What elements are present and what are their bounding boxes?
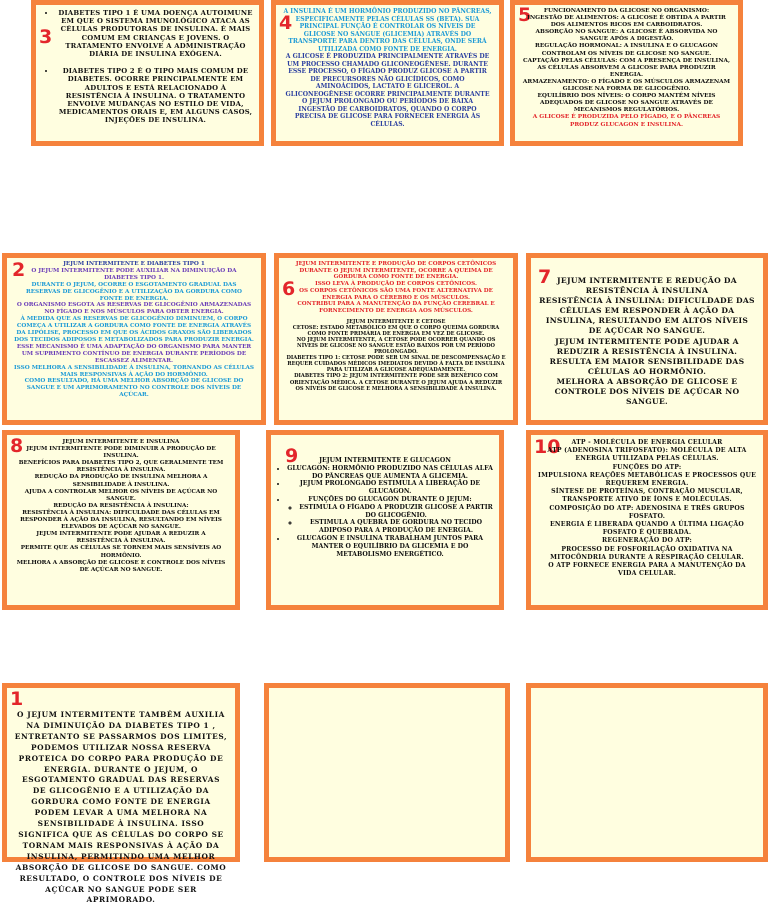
card-9	[266, 430, 504, 610]
card-number: 8	[10, 435, 24, 457]
paragraph: NO JEJUM INTERMITENTE, A CETOSE PODE OCORRER QUANDO OS NÍVEIS DE GLICOSE NO SANGUE ESTÃO BAIXOS POR UM PERÍODO PROLONGADO.	[296, 336, 496, 356]
card-body	[277, 457, 493, 558]
card-empty-1	[264, 683, 510, 862]
list-subitem: ◦ ESTIMULA O FÍGADO A PRODUZIR GLICOSE A PARTIR DO GLICOGÊNIO.	[299, 504, 493, 520]
paragraph: INGESTÃO DE ALIMENTOS: A GLICOSE É OBTIDA A PARTIR DOS ALIMENTOS RICOS EM CARBOIDRATOS.	[527, 15, 726, 29]
paragraph: ENERGIA É LIBERADA QUANDO A ÚLTIMA LIGAÇÃO FOSFATO É QUEBRADA.	[550, 521, 744, 537]
paragraph: CETOSE: ESTADO METABÓLICO EM QUE O CORPO QUEIMA GORDURA COMO FONTE PRIMÁRIA DE ENERGIA EM VEZ DE GLICOSE.	[292, 324, 500, 337]
paragraph: PERMITE QUE AS CÉLULAS SE TORNEM MAIS SENSÍVEIS AO HORMÔNIO.	[20, 545, 222, 559]
paragraph: FUNÇÕES DO ATP:	[612, 463, 682, 471]
card-4	[271, 0, 504, 146]
paragraph: EQUILÍBRIO DOS NÍVEIS: O CORPO MANTÉM NÍVEIS ADEQUADOS DE GLICOSE NO SANGUE ATRAVÉS DE MECANISMOS REGULATÓRIOS.	[537, 93, 716, 114]
paragraph: COMO RESULTADO, HÁ UMA MELHOR ABSORÇÃO DE GLICOSE DO SANGUE E UM APRIMORAMENTO NO CONTROLE DOS NÍVEIS DE AÇÚCAR.	[24, 378, 244, 399]
card-number: 4	[279, 12, 293, 34]
list-item: • JEJUM PROLONGADO ESTIMULA A LIBERAÇÃO DE GLUCAGON.	[287, 480, 493, 496]
paragraph: ABSORÇÃO NO SANGUE: A GLICOSE É ABSORVIDA NO SANGUE APÓS A DIGESTÃO.	[535, 29, 718, 43]
card-5	[510, 0, 743, 146]
list-item: • GLUCAGON: HORMÔNIO PRODUZIDO NAS CÉLULAS ALFA DO PÂNCREAS QUE AUMENTA A GLICEMIA.	[287, 465, 493, 481]
paragraph: À MEDIDA QUE AS RESERVAS DE GLICOGÊNIO DIMINUEM, O CORPO COMEÇA A UTILIZAR A GORDURA COMO FONTE DE ENERGIA ATRAVÉS DA LIPÓLISE, PROCESSO EM QUE OS ÁCIDOS GRAXOS SÃO LIBERADOS DOS TECIDOS ADIPOSOS E METABOLIZADOS PARA PRODUZIR ENERGIA.	[14, 316, 254, 343]
paragraph: REGULAÇÃO HORMONAL: A INSULINA E O GLUCAGON CONTROLAM OS NÍVEIS DE GLICOSE NO SANGUE.	[535, 43, 718, 57]
paragraph: MELHORA A ABSORÇÃO DE GLICOSE E CONTROLE DOS NÍVEIS DE AÇÚCAR NO SANGUE.	[16, 559, 226, 573]
paragraph: RESISTÊNCIA À INSULINA: DIFICULDADE DAS CÉLULAS EM RESPONDER À AÇÃO DA INSULINA, RESULTANDO EM ALTOS NÍVEIS DE AÇÚCAR NO SANGUE.	[539, 296, 755, 336]
paragraph: ATP - MOLÉCULA DE ENERGIA CELULAR	[571, 439, 723, 446]
card-body	[14, 439, 228, 574]
card-number: 9	[285, 445, 299, 467]
card-2	[2, 253, 266, 425]
card-3	[31, 0, 264, 146]
paragraph: DURANTE O JEJUM, OCORRE O ESGOTAMENTO GRADUAL DAS RESERVAS DE GLICOGÊNIO E A UTILIZAÇÃO DA GORDURA COMO FONTE DE ENERGIA.	[26, 281, 242, 302]
paragraph: RESISTÊNCIA À INSULINA: DIFICULDADE DAS CÉLULAS EM RESPONDER À AÇÃO DA INSULINA, RESULTANDO EM NÍVEIS ELEVADOS DE AÇÚCAR NO SANGUE.	[20, 509, 222, 531]
list-item: • FUNÇÕES DO GLUCAGON DURANTE O JEJUM:	[287, 496, 493, 504]
card-body	[14, 261, 254, 399]
paragraph: REDUÇÃO DA PRODUÇÃO DE INSULINA MELHORA A SENSIBILIDADE À INSULINA.	[34, 474, 208, 488]
paragraph: ISSO MELHORA A SENSIBILIDADE À INSULINA, TORNANDO AS CÉLULAS MAIS RESPONSIVAS À AÇÃO DO HORMÔNIO.	[14, 364, 254, 378]
paragraph: RESULTA EM MAIOR SENSIBILIDADE DAS CÉLULAS AO HORMÔNIO.	[549, 356, 745, 376]
paragraph: A INSULINA É UM HORMÔNIO PRODUZIDO NO PÂNCREAS, ESPECIFICAMENTE PELAS CÉLULAS SS (BETA). SUA PRINCIPAL FUNÇÃO É CONTROLAR OS NÍVEIS DE GLICOSE NO SANGUE (GLICEMIA) ATRAVÉS DO TRANSPORTE PARA DENTRO DAS CÉLULAS, ONDE SERÁ UTILIZADA COMO FONTE DE ENERGIA.	[283, 8, 492, 53]
paragraph: JEJUM INTERMITENTE E INSULINA	[62, 439, 180, 445]
paragraph: JEJUM INTERMITENTE E REDUÇÃO DA RESISTÊNCIA À INSULINA	[556, 276, 738, 296]
paragraph: CONTRIBUI PARA A MANUTENÇÃO DA FUNÇÃO CEREBRAL E FORNECIMENTO DE ENERGIA AOS MÚSCULOS.	[297, 301, 495, 314]
card-6	[274, 253, 518, 425]
paragraph: SÍNTESE DE PROTEÍNAS, CONTRAÇÃO MUSCULAR, TRANSPORTE ATIVO DE ÍONS E MOLÉCULAS.	[551, 488, 743, 504]
card-number: 10	[534, 436, 561, 458]
card-body	[538, 439, 756, 578]
paragraph: ISSO LEVA À PRODUÇÃO DE CORPOS CETÔNICOS.	[315, 281, 477, 288]
card-number: 3	[39, 26, 53, 48]
list-subitem: ◦ ESTIMULA A QUEBRA DE GORDURA NO TECIDO ADIPOSO PARA A PRODUÇÃO DE ENERGIA.	[299, 519, 493, 535]
paragraph: COMPOSIÇÃO DO ATP: ADENOSINA E TRÊS GRUPOS FOSFATO.	[549, 504, 745, 520]
card-number: 7	[538, 266, 552, 288]
card-number: 5	[518, 4, 532, 26]
card-body	[46, 9, 255, 125]
paragraph: REDUÇÃO DA RESISTÊNCIA À INSULINA:	[53, 502, 189, 509]
paragraph: OS CORPOS CETÔNICOS SÃO UMA FONTE ALTERNATIVA DE ENERGIA PARA O CÉREBRO E OS MÚSCULOS.	[299, 287, 493, 301]
list-item: • GLUCAGON E INSULINA TRABALHAM JUNTOS PARA MANTER O EQUILÍBRIO DA GLICEMIA E DO METABOLISMO ENERGÉTICO.	[287, 535, 493, 558]
paragraph: DIABETES TIPO 2: JEJUM INTERMITENTE PODE SER BENÉFICO COM ORIENTAÇÃO MÉDICA. A CETOSE DURANTE O JEJUM AJUDA A REDUZIR OS NÍVEIS DE GLICOSE E MELHORA A SENSIBILIDADE À INSULINA.	[289, 373, 503, 392]
list-item: • DIABETES TIPO 2 É O TIPO MAIS COMUM DE DIABETES. OCORRE PRINCIPALMENTE EM ADULTOS E ESTÁ RELACIONADO À RESISTÊNCIA À INSULINA. O TRATAMENTO ENVOLVE MUDANÇAS NO ESTILO DE VIDA, MEDICAMENTOS ORAIS E, EM ALGUNS CASOS, INJEÇÕES DE INSULINA.	[56, 67, 255, 124]
card-10	[526, 430, 768, 610]
card-empty-2	[526, 683, 768, 862]
card-number: 1	[10, 688, 24, 710]
paragraph: DIABETES TIPO 1: CETOSE PODE SER UM SINAL DE DESCOMPENSAÇÃO E REQUER CUIDADOS MÉDICOS IMEDIATOS DEVIDO À FALTA DE INSULINA PARA UTILIZAR A GLICOSE ADEQUADAMENTE.	[286, 355, 506, 374]
card-body	[538, 276, 756, 407]
card-body	[522, 8, 731, 129]
paragraph: REGENERAÇÃO DO ATP:	[602, 537, 692, 545]
paragraph: O ORGANISMO ESGOTA AS RESERVAS DE GLICOGÊNIO ARMAZENADAS NO FÍGADO E NOS MÚSCULOS PARA OBTER ENERGIA.	[16, 302, 252, 316]
paragraph: A GLICOSE É PRODUZIDA PELO FÍGADO, E O PÂNCREAS PRODUZ GLUCAGON E INSULINA.	[532, 114, 721, 128]
paragraph: IMPULSIONA REAÇÕES METABÓLICAS E PROCESSOS QUE REQUEREM ENERGIA.	[538, 471, 756, 488]
card-number: 6	[282, 278, 296, 300]
paragraph: FUNCIONAMENTO DA GLICOSE NO ORGANISMO:	[543, 8, 710, 14]
paragraph: JEJUM INTERMITENTE PODE DIMINUIR A PRODUÇÃO DE INSULINA.	[26, 446, 216, 460]
paragraph: ARMAZENAMENTO: O FÍGADO E OS MÚSCULOS ARMAZENAM GLICOSE NA FORMA DE GLICOGÊNIO.	[522, 78, 731, 93]
paragraph: CAPTAÇÃO PELAS CÉLULAS: COM A PRESENÇA DE INSULINA, AS CÉLULAS ABSORVEM A GLICOSE PARA PRODUZIR ENERGIA.	[522, 57, 731, 78]
paragraph: AJUDA A CONTROLAR MELHOR OS NÍVEIS DE AÇÚCAR NO SANGUE.	[24, 488, 218, 502]
paragraph: JEJUM INTERMITENTE E CETOSE	[346, 318, 446, 325]
paragraph: JEJUM INTERMITENTE PODE AJUDAR A REDUZIR A RESISTÊNCIA À INSULINA.	[555, 336, 739, 356]
paragraph: ATP (ADENOSINA TRIFOSFATO): MOLÉCULA DE ALTA ENERGIA UTILIZADA PELAS CÉLULAS.	[547, 447, 747, 463]
paragraph: JEJUM INTERMITENTE E DIABETES TIPO 1	[63, 261, 205, 267]
paragraph: O ATP FORNECE ENERGIA PARA A MANUTENÇÃO DA VIDA CELULAR.	[548, 562, 746, 578]
paragraph: O JEJUM INTERMITENTE PODE AUXILIAR NA DIMINUIÇÃO DA DIABETES TIPO 1.	[31, 267, 237, 281]
card-8	[2, 430, 240, 610]
paragraph: ESSE MECANISMO É UMA ADAPTAÇÃO DO ORGANISMO PARA MANTER UM SUPRIMENTO CONTÍNUO DE ENERGIA DURANTE PERÍODOS DE ESCASSEZ ALIMENTAR.	[16, 343, 252, 364]
card-number: 2	[12, 259, 26, 281]
paragraph: O JEJUM INTERMITENTE TAMBÉM AUXILIA NA DIMINUIÇÃO DA DIABETES TIPO 1 , ENTRETANTO SE PASSARMOS DOS LIMITES, PODEMOS UTILIZAR NOSSA RESERVA PROTEICA DO CORPO PARA PRODUÇÃO DE ENERGIA. DURANTE O JEJUM, O ESGOTAMENTO GRADUAL DAS RESERVAS DE GLICOGÊNIO E A UTILIZAÇÃO DA GORDURA COMO FONTE DE ENERGIA PODEM LEVAR A UMA MELHORA NA SENSIBILIDADE À INSULINA. ISSO SIGNIFICA QUE AS CÉLULAS DO CORPO SE TORNAM MAIS RESPONSIVAS À AÇÃO DA INSULINA, PERMITINDO UMA MELHOR ABSORÇÃO DE GLICOSE DO SANGUE. COMO RESULTADO, O CONTROLE DOS NÍVEIS DE AÇÚCAR NO SANGUE PODE SER APRIMORADO.	[14, 710, 228, 905]
card-body	[286, 261, 506, 392]
card-body	[14, 710, 228, 906]
paragraph: BENEFÍCIOS PARA DIABETES TIPO 2, QUE GERALMENTE TEM RESISTÊNCIA À INSULINA.	[18, 460, 224, 474]
paragraph: JEJUM INTERMITENTE E PRODUÇÃO DE CORPOS CETÔNICOS DURANTE O JEJUM INTERMITENTE, OCORRE A QUEIMA DE GORDURA COMO FONTE DE ENERGIA.	[295, 261, 497, 281]
paragraph: JEJUM INTERMITENTE PODE AJUDAR A REDUZIR A RESISTÊNCIA À INSULINA.	[36, 531, 206, 545]
paragraph: PROCESSO DE FOSFORILAÇÃO OXIDATIVA NA MITOCÔNDRIA DURANTE A RESPIRAÇÃO CELULAR.	[550, 545, 744, 561]
card-1	[2, 683, 240, 905]
card-title: JEJUM INTERMITENTE E GLUCAGON	[319, 457, 451, 464]
paragraph: A GLICOSE É PRODUZIDA PRINCIPALMENTE ATRAVÉS DE UM PROCESSO CHAMADO GLICONEOGÊNESE. DURANTE ESSE PROCESSO, O FÍGADO PRODUZ GLICOSE A PARTIR DE PRECURSORES NÃO GLICÍDICOS, COMO AMINOÁCIDOS, LACTATO E GLICEROL. A GLICONEOGÊNESE OCORRE PRINCIPALMENTE DURANTE O JEJUM PROLONGADO OU PERÍODOS DE BAIXA INGESTÃO DE CARBOIDRATOS, QUANDO O CORPO PRECISA DE GLICOSE PARA FORNECER ENERGIA ÀS CÉLULAS.	[285, 53, 490, 128]
list-item: • DIABETES TIPO 1 É UMA DOENÇA AUTOIMUNE EM QUE O SISTEMA IMUNOLÓGICO ATACA AS CÉLULAS PRODUTORAS DE INSULINA. É MAIS COMUM EM CRIANÇAS E JOVENS. O TRATAMENTO ENVOLVE A ADMINISTRAÇÃO DIÁRIA DE INSULINA EXÓGENA.	[56, 9, 255, 58]
paragraph: MELHORA A ABSORÇÃO DE GLICOSE E CONTROLE DOS NÍVEIS DE AÇÚCAR NO SANGUE.	[554, 376, 740, 407]
card-body	[283, 8, 492, 128]
card-7	[526, 253, 768, 425]
